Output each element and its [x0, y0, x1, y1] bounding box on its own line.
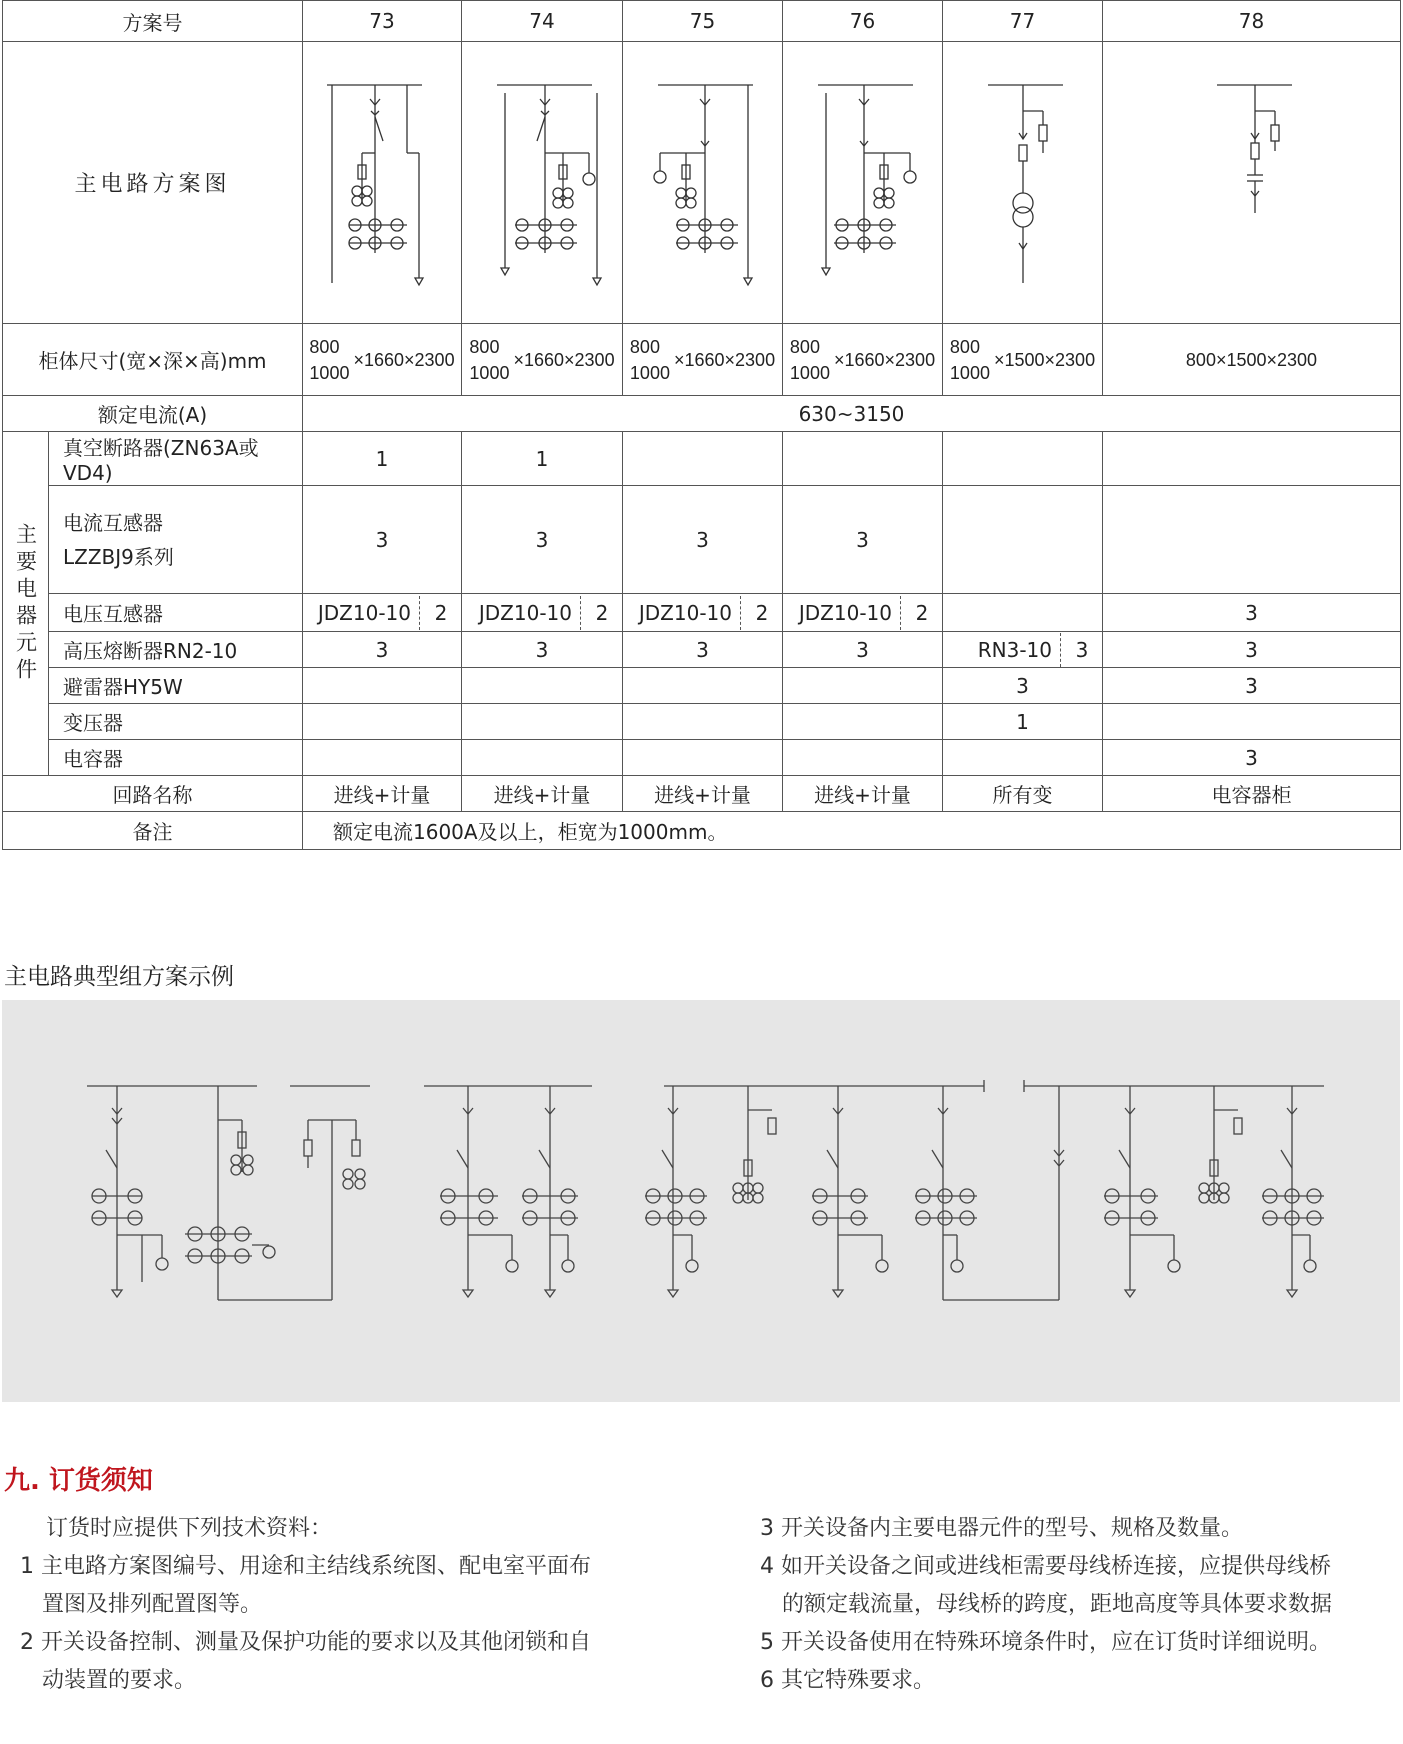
ordering-intro: 订货时应提供下列技术资料：	[46, 1516, 333, 1541]
ct-77	[943, 486, 1103, 594]
circuit-diagram-73	[307, 53, 457, 313]
fuse-label: 高压熔断器RN2-10	[49, 632, 303, 668]
header-row	[3, 1, 1401, 42]
fuse-73: 3	[303, 632, 462, 668]
ordering-item-6: 6 其它特殊要求。	[760, 1668, 935, 1693]
diagram-73	[303, 42, 462, 324]
dim-76: 800 1000 ×1660×2300	[789, 336, 936, 383]
ct-73: 3	[303, 486, 462, 594]
pt-74: JDZ10-10 2	[462, 596, 622, 630]
ordering-item-5: 5 开关设备使用在特殊环境条件时，应在订货时详细说明。	[760, 1630, 1331, 1655]
typical-section-title: 主电路典型组方案示例	[4, 964, 234, 990]
pt-row	[3, 594, 1401, 632]
dim-77: 800 1000 ×1500×2300	[949, 336, 1096, 383]
pt-75: JDZ10-10 2	[623, 596, 782, 630]
circuit-name-label: 回路名称	[3, 776, 303, 812]
ct-76: 3	[783, 486, 943, 594]
pt-label: 电压互感器	[49, 594, 303, 632]
fuse-78: 3	[1103, 632, 1401, 668]
typical-diagram-panel	[2, 1000, 1400, 1402]
circuit-diagram-75	[628, 53, 778, 313]
dim-78: 800×1500×2300	[1185, 349, 1318, 370]
fuse-74: 3	[462, 632, 623, 668]
fuse-77: RN3-10 3	[943, 633, 1102, 667]
vcb-78	[1103, 432, 1401, 486]
circuit-diagram-77	[948, 53, 1098, 313]
ordering-section-title: 九. 订货须知	[4, 1466, 153, 1496]
header-label: 方案号	[3, 1, 303, 42]
diagram-74	[462, 42, 623, 324]
scheme-77: 77	[943, 1, 1103, 42]
diagram-76	[783, 42, 943, 324]
circuit-name-74: 进线+计量	[462, 776, 623, 812]
circuit-name-76: 进线+计量	[783, 776, 943, 812]
circuit-name-77: 所有变	[943, 776, 1103, 812]
ordering-notes-right: 3 开关设备内主要电器元件的型号、规格及数量。 4 如开关设备之间或进线柜需要母线桥连接，应提供母线桥 的额定载流量，母线桥的跨度，距地高度等具体要求数据 5 开关设备使用在特殊环境条件时，应在订货时详细说明。 6 其它特殊要求。	[760, 1510, 1400, 1700]
capacitor-label: 电容器	[49, 740, 303, 776]
dim-73: 800 1000 ×1660×2300	[309, 336, 455, 383]
transformer-label: 变压器	[49, 704, 303, 740]
ct-74: 3	[462, 486, 623, 594]
vcb-74: 1	[462, 432, 623, 486]
remark-row	[3, 812, 1401, 850]
fuse-75: 3	[623, 632, 783, 668]
rated-current-label: 额定电流(A)	[3, 396, 303, 432]
ct-75: 3	[623, 486, 783, 594]
circuit-name-row	[3, 776, 1401, 812]
vcb-row	[3, 432, 1401, 486]
arrester-row	[3, 668, 1401, 704]
arrester-78: 3	[1103, 668, 1401, 704]
scheme-74: 74	[462, 1, 623, 42]
vcb-77	[943, 432, 1103, 486]
group-label: 主要电器元件	[3, 432, 49, 776]
fuse-row	[3, 632, 1401, 668]
dimension-row	[3, 324, 1401, 396]
ordering-notes-left	[46, 1510, 686, 1548]
vcb-76	[783, 432, 943, 486]
remark-label: 备注	[3, 812, 303, 850]
ct-row	[3, 486, 1401, 594]
scheme-75: 75	[623, 1, 783, 42]
circuit-diagram-74	[467, 53, 617, 313]
pt-76: JDZ10-10 2	[783, 596, 942, 630]
ordering-item-1: 1 主电路方案图编号、用途和主结线系统图、配电室平面布	[20, 1554, 591, 1579]
dimension-label: 柜体尺寸(宽×深×高)mm	[3, 324, 303, 396]
capacitor-78: 3	[1103, 740, 1401, 776]
diagram-row-label: 主电路方案图	[3, 42, 303, 324]
circuit-name-78: 电容器柜	[1103, 776, 1401, 812]
scheme-76: 76	[783, 1, 943, 42]
remark-text: 额定电流1600A及以上，柜宽为1000mm。	[303, 812, 1401, 850]
ct-78	[1103, 486, 1401, 594]
vcb-label: 真空断路器(ZN63A或VD4)	[49, 432, 303, 486]
fuse-76: 3	[783, 632, 943, 668]
vcb-73: 1	[303, 432, 462, 486]
ordering-item-2: 2 开关设备控制、测量及保护功能的要求以及其他闭锁和自	[20, 1630, 591, 1655]
diagram-78	[1103, 42, 1401, 324]
transformer-77: 1	[943, 704, 1103, 740]
typical-circuit-diagram	[2, 1000, 1400, 1402]
ordering-item-3: 3 开关设备内主要电器元件的型号、规格及数量。	[760, 1516, 1243, 1541]
diagram-row	[3, 42, 1401, 324]
scheme-78: 78	[1103, 1, 1401, 42]
rated-current-value: 630~3150	[303, 396, 1401, 432]
scheme-73: 73	[303, 1, 462, 42]
arrester-label: 避雷器HY5W	[49, 668, 303, 704]
ordering-item-4: 4 如开关设备之间或进线柜需要母线桥连接，应提供母线桥	[760, 1554, 1331, 1579]
scheme-table	[2, 0, 1401, 850]
rated-current-row	[3, 396, 1401, 432]
vcb-75	[623, 432, 783, 486]
diagram-75	[623, 42, 783, 324]
circuit-name-75: 进线+计量	[623, 776, 783, 812]
ct-label: 电流互感器 LZZBJ9系列	[49, 486, 303, 594]
pt-77	[943, 594, 1103, 632]
circuit-diagram-78	[1177, 53, 1327, 313]
circuit-name-73: 进线+计量	[303, 776, 462, 812]
diagram-77	[943, 42, 1103, 324]
arrester-77: 3	[943, 668, 1103, 704]
pt-78: 3	[1103, 594, 1401, 632]
dim-75: 800 1000 ×1660×2300	[629, 336, 776, 383]
pt-73: JDZ10-10 2	[303, 596, 461, 630]
transformer-row	[3, 704, 1401, 740]
capacitor-row	[3, 740, 1401, 776]
dim-74: 800 1000 ×1660×2300	[469, 336, 615, 383]
ordering-notes-left-items: 1 主电路方案图编号、用途和主结线系统图、配电室平面布 置图及排列配置图等。 2 开关设备控制、测量及保护功能的要求以及其他闭锁和自 动装置的要求。	[20, 1548, 680, 1700]
circuit-diagram-76	[788, 53, 938, 313]
